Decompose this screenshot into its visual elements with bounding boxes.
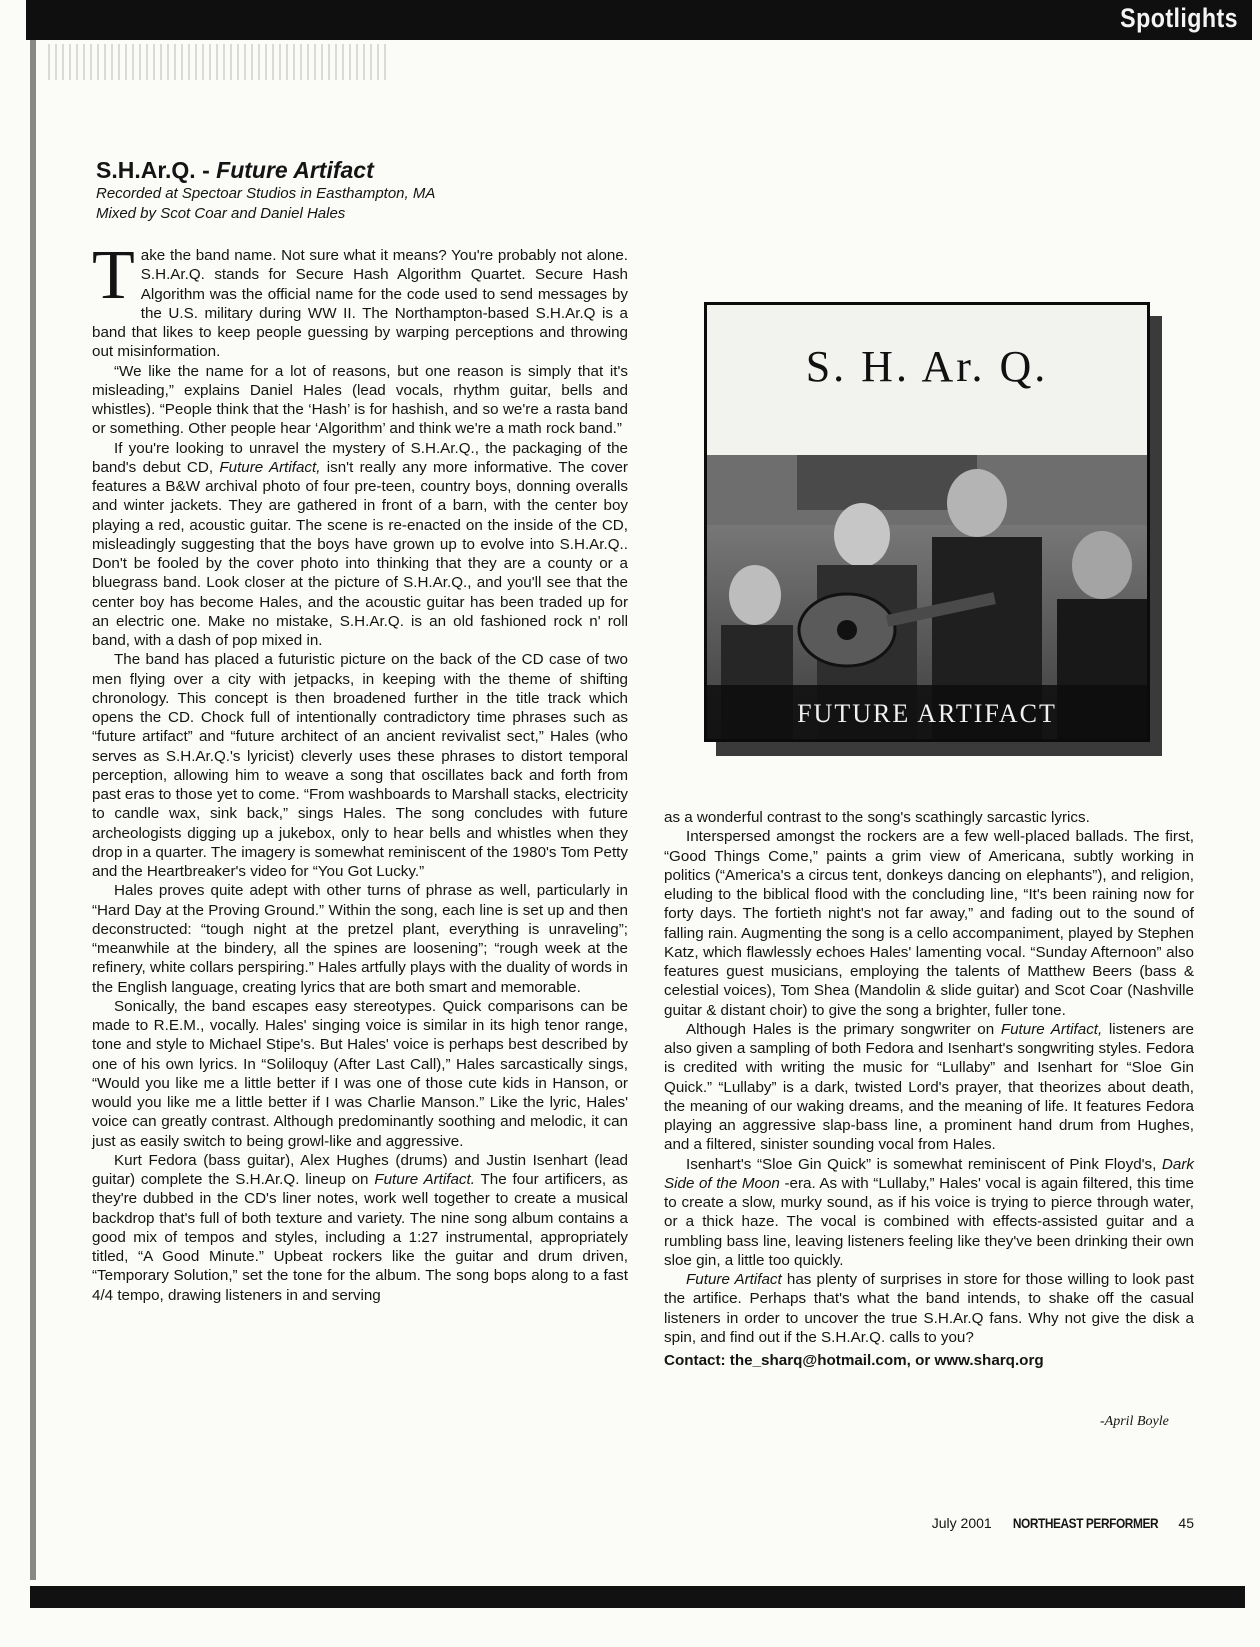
band-name: S.H.Ar.Q. - xyxy=(96,157,217,183)
mixing-credit: Mixed by Scot Coar and Daniel Hales xyxy=(96,205,346,222)
recording-credit: Recorded at Spectoar Studios in Easthampton, MA xyxy=(96,185,436,202)
drop-cap: T xyxy=(92,237,135,314)
paragraph-10: Although Hales is the primary songwriter on Future Artifact, listeners are also given a sampling of both Fedora and Isenhart's songwriting styles. Fedora is credited with writing the music for “Lullaby” and Isenhart for “Sloe Gin Quick.” “Lullaby” is a dark, twisted Lord's prayer, that theorizes about death, the meaning of our waking dreams, and the meaning of life. It features Fedora playing an aggressive slap-bass line, a prominent hand drum from Hughes, and a filtered, sinister sounding vocal from Hales. xyxy=(664,1020,1194,1154)
cover-subtitle: FUTURE ARTIFACT xyxy=(797,699,1057,728)
article-title xyxy=(96,156,636,184)
page-number: 45 xyxy=(1178,1515,1194,1531)
paragraph-9: Interspersed amongst the rockers are a few well-placed ballads. The first, “Good Things Come,” paints a grim view of Americana, subtly working in politics (“America's a circus tent, donkeys dancing on elephants”), and religion, eluding to the biblical flood with the concluding line, “It's been raining now for forty days. The fortieth night's not far away,” and fading out to the sound of falling rain. Augmenting the song is a cello accompaniment, played by Stephen Katz, which flawlessly echoes Hales' lamenting vocal. “Sunday Afternoon” also features guest musicians, employing the talents of Matthew Beers (bass & celestial voices), Tom Shea (Mandolin & slide guitar) and Scot Coar (Nashville guitar & distant choir) to give the song a brighter, fuller tone. xyxy=(664,828,1194,1019)
page-edge-shadow xyxy=(30,40,36,1580)
cover-title: S. H. Ar. Q. xyxy=(805,342,1049,391)
article-column-right xyxy=(664,808,1194,1370)
paragraph-4: The band has placed a futuristic picture on the back of the CD case of two men flying over a city with jetpacks, in keeping with the theme of shifting chronology. This concept is then broadened further in the title track which opens the CD. Chock full of intentionally contradictory time phrases such as “future artifact” and “future architect of an ancient revivalist sect,” Hales (who serves as S.H.Ar.Q.'s lyricist) cleverly uses these phrases to distort temporal perception, allowing him to weave a song that oscillates back and forth from past eras to those yet to come. “From washboards to Marshall stacks, electricity to candle wax, sink back,” sings Hales. The song concludes with future archeologists digging up a jukebox, only to hear bells and whistles when they drop in a quarter. The imagery is somewhat reminiscent of the 1980's Tom Petty and the Heartbreaker's video for “You Got Lucky.” xyxy=(92,651,628,880)
paragraph-5: Hales proves quite adept with other turns of phrase as well, particularly in “Hard Day at the Proving Ground.” Within the song, each line is set up and then deconstructed: “tough night at the pretzel plant, everything is unraveling”; “meanwhile at the bindery, all the spines are loosening”; “rough week at the refinery, white collars perspiring.” Hales artfully plays with the duality of words in the English language, creating lyrics that are both smart and memorable. xyxy=(92,882,628,996)
contact-info: Contact: the_sharq@hotmail.com, or www.sharq.org xyxy=(664,1352,1044,1369)
paragraph-3: If you're looking to unravel the mystery of S.H.Ar.Q., the packaging of the band's debut CD, Future Artifact, isn't really any more informative. The cover features a B&W archival photo of four pre-teen, country boys, donning overalls and winter jackets. They are gathered in front of a barn, with the center boy playing a red, acoustic guitar. The scene is re-enacted on the inside of the CD, misleadingly suggesting that the boys have grown up to evolve into S.H.Ar.Q.. Don't be fooled by the cover photo into thinking that they are a county or a bluegrass band. Look closer at the picture of S.H.Ar.Q., and you'll see that the center boy has become Hales, and the acoustic guitar has been traded up for an electric one. Make no mistake, S.H.Ar.Q. is an old fashioned rock n' roll band, with a dash of pop mixed in. xyxy=(92,439,628,649)
author-byline: -April Boyle xyxy=(1100,1414,1169,1429)
magazine-name: NORTHEAST PERFORMER xyxy=(1012,1515,1158,1531)
issue-date: July 2001 xyxy=(931,1515,992,1531)
album-title: Future Artifact xyxy=(216,157,374,183)
section-header-bar xyxy=(26,0,1252,40)
cover-photo-band-illustration xyxy=(707,455,1147,739)
paragraph-8: as a wonderful contrast to the song's scathingly sarcastic lyrics. xyxy=(664,809,1090,826)
article-column-left xyxy=(92,237,628,1305)
paragraph-7: Kurt Fedora (bass guitar), Alex Hughes (drums) and Justin Isenhart (lead guitar) complete the S.H.Ar.Q. lineup on Future Artifact. The four artificers, as they're dubbed in the CD's liner notes, work well together to create a musical backdrop that's full of both texture and variety. The nine song album contains a good mix of tempos and styles, including a 1:27 instrumental, appropriately titled, “A Good Minute.” Upbeat rockers like the guitar and drum driven, “Temporary Solution,” set the tone for the album. The song bops along to a fast 4/4 tempo, drawing listeners in and serving xyxy=(92,1151,628,1304)
paragraph-6: Sonically, the band escapes easy stereotypes. Quick comparisons can be made to R.E.M., vocally. Hales' singing voice is similar in its high tenor range, tone and style to Michael Stipe's. But Hales' voice is perhaps best described by one of his own lyrics. In “Soliloquy (After Last Call),” Hales sarcastically sings, “Would you like me a little better if I was one of those cute kids in Hanson, or would you like me a little better if I was Charlie Manson.” Like the lyric, Hales' voice can greatly contrast. Although predominantly soothing and melodic, it can just as easily switch to being growl-like and aggressive. xyxy=(92,997,628,1150)
section-tab-label: Spotlights xyxy=(1120,3,1238,33)
paragraph-11: Isenhart's “Sloe Gin Quick” is somewhat reminiscent of Pink Floyd's, Dark Side of the Moon -era. As with “Lullaby,” Hales' vocal is again filtered, this time to create a slow, murky sound, as if his voice is trying to pierce through water, or a thick haze. The vocal is combined with effects-assisted guitar and a rumbling bass line, leaving listeners feeling like they've been drinking their own sloe gin, a little too quickly. xyxy=(664,1155,1194,1269)
paragraph-2: “We like the name for a lot of reasons, but one reason is simply that it's misleading,” explains Daniel Hales (lead vocals, rhythm guitar, bells and whistles). “People think that the ‘Hash’ is for hashish, and so we're a rasta band or something. Other people hear ‘Algorithm’ and think we're a math rock band.” xyxy=(92,362,628,438)
paragraph-12: Future Artifact has plenty of surprises in store for those willing to look past the artifice. Perhaps that's what the band intends, to shake off the casual listeners in order to uncover the true S.H.Ar.Q fans. Why not give the disk a spin, and find out if the S.H.Ar.Q. calls to you? xyxy=(664,1271,1194,1346)
print-bleed-through xyxy=(48,44,388,80)
album-cover-image xyxy=(704,302,1150,742)
page-bottom-edge xyxy=(30,1586,1245,1608)
article-header xyxy=(96,156,636,224)
page-footer xyxy=(932,1515,1194,1531)
paragraph-1: Take the band name. Not sure what it means? You're probably not alone. S.H.Ar.Q. stands for Secure Hash Algorithm Quartet. Secure Hash Algorithm was the official name for the code used to send messages by the U.S. military during WW II. The Northampton-based S.H.Ar.Q is a band that likes to keep people guessing by warping perceptions and throwing out misinformation. xyxy=(92,237,628,361)
